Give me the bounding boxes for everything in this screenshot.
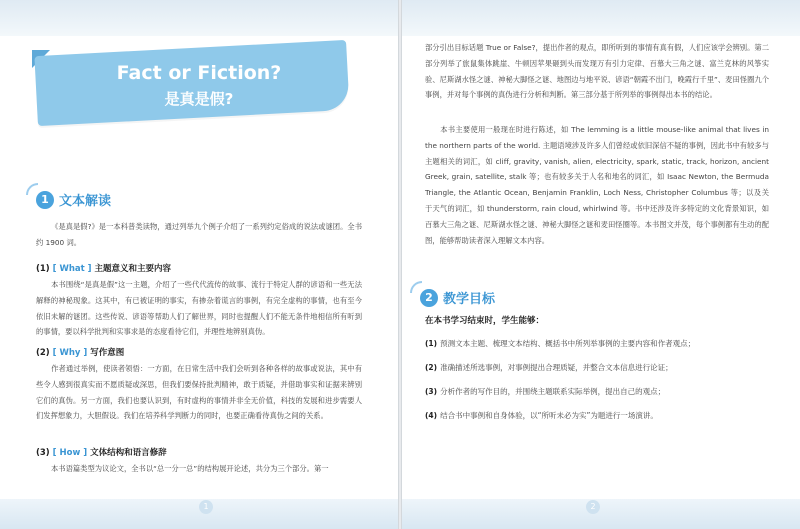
what-paragraph: 本书围绕“是真是假”这一主题，介绍了一些代代流传的故事、流行于特定人群的谚语和一些无法解释的神秘现象。这其中，有已被证明的事实，有掺杂着谎言的事例，有完全虚构的事情，也有至今依旧未解的谜团。这些传说、谚语等帮助人们了解世界，同时也提醒人们不能无条件地相信所有听到的事情，要以科学批判和实事求是的态度看待它们，并理性地辨别真伪。 <box>36 280 362 337</box>
language-paragraph: 本书主要使用一般现在时进行陈述，如 The lemming is a little mouse-like animal that lives in the northern parts of the world. 主题语境涉及许多人们曾经或依旧深信不疑的事例，因此书中有较多与主题相关的词汇，如 cliff, gravity, vanish, alien, electricity, spark, static, track, horizon, ancient Greek, grain, satellite, stalk 等；也有较多关于人名和地名的词汇，如 Isaac Newton, the Bermuda Triangle, the Atlantic Ocean, Benjamin Franklin, Loch Ness, Christopher Columbus 等；以及关于天气的词汇，如 thunderstorm, rain cloud, whirlwind 等。书中还涉及许多特定的文化背景知识，如百慕大三角之谜、尼斯湖水怪之谜、神秘大脚怪之谜和麦田怪圈等。本书图文并茂，每个事例都有生动的配图，能够帮助读者深入理解文本内容。 <box>425 125 769 245</box>
title-english: Fact or Fiction? <box>116 62 282 84</box>
signal-wave-icon <box>410 281 422 293</box>
subheading-what: (1) [ What ] 主题意义和主要内容 <box>36 264 172 274</box>
subheading-why: (2) [ Why ] 写作意图 <box>36 348 125 358</box>
section-heading-1 <box>36 190 111 209</box>
tag-why: [ Why ] <box>52 348 88 358</box>
section-title: 文本解读 <box>59 194 112 209</box>
section-title: 教学目标 <box>443 292 496 307</box>
top-decor-band <box>0 0 398 36</box>
how-paragraph: 本书语篇类型为议论文，全书以“总一分一总”的结构展开论述，共分为三个部分。第一 <box>51 464 329 473</box>
right-page <box>402 0 800 529</box>
section-heading-2 <box>420 288 495 307</box>
tag-how: [ How ] <box>52 448 88 458</box>
left-page <box>0 0 398 529</box>
title-chinese: 是真是假? <box>164 90 234 108</box>
section-number-badge: 2 <box>420 289 438 307</box>
intro-paragraph: 《是真是假?》是一本科普类读物，通过列举九个例子介绍了一系列约定俗成的说法或谜团。全书约 1900 词。 <box>36 222 362 247</box>
why-paragraph: 作者通过举例，使读者领悟：一方面，在日常生活中我们会听到各种各样的故事或说法，其中有些令人感到很真实而不愿质疑或深思，但我们要保持批判精神，敢于质疑，并借助事实和证据来辨别它们的真伪。另一方面，我们也要认识到，有时虚构的事情并非全无价值，科技的发展和进步需要人们发挥想象力，大胆假设。我们在培养科学判断力的同时，也要正确看待真伪之间的关系。 <box>36 364 362 421</box>
tag-what: [ What ] <box>52 264 92 274</box>
subheading-how: (3) [ How ] 文体结构和语言修辞 <box>36 448 167 458</box>
structure-paragraph-continued: 部分引出目标话题 True or False?，提出作者的观点，即所听到的事情有真有假，人们应该学会辨别。第二部分列举了旅鼠集体跳崖、牛顿因苹果砸到头而发现万有引力定律、百慕大三角之谜、富兰克林的风筝实验、尼斯湖水怪之谜、神秘大脚怪之谜、地图边与地平说、谚语“朝霞不出门，晚霞行千里”、麦田怪圈九个事例，并对每个事例的真伪进行分析和判断。第三部分基于所列举的事例得出本书的结论。 <box>425 43 769 100</box>
page-number: 1 <box>199 500 213 514</box>
signal-wave-icon <box>26 183 38 195</box>
page-number: 2 <box>586 500 600 514</box>
goals-intro: 在本书学习结束时，学生能够： <box>425 316 545 326</box>
section-number-badge: 1 <box>36 191 54 209</box>
top-decor-band <box>402 0 800 36</box>
goal-item: (2) 准确描述所选事例，对事例提出合理质疑，并整合文本信息进行论证； <box>425 363 673 372</box>
bottom-decor-band <box>402 499 800 529</box>
goal-item: (4) 结合书中事例和自身体验，以“所听未必为实”为题进行一场演讲。 <box>425 411 658 420</box>
goal-item: (3) 分析作者的写作目的，并围绕主题联系实际举例，提出自己的观点； <box>425 387 666 396</box>
goal-item: (1) 预测文本主题、梳理文本结构、概括书中所列举事例的主要内容和作者观点； <box>425 339 696 348</box>
